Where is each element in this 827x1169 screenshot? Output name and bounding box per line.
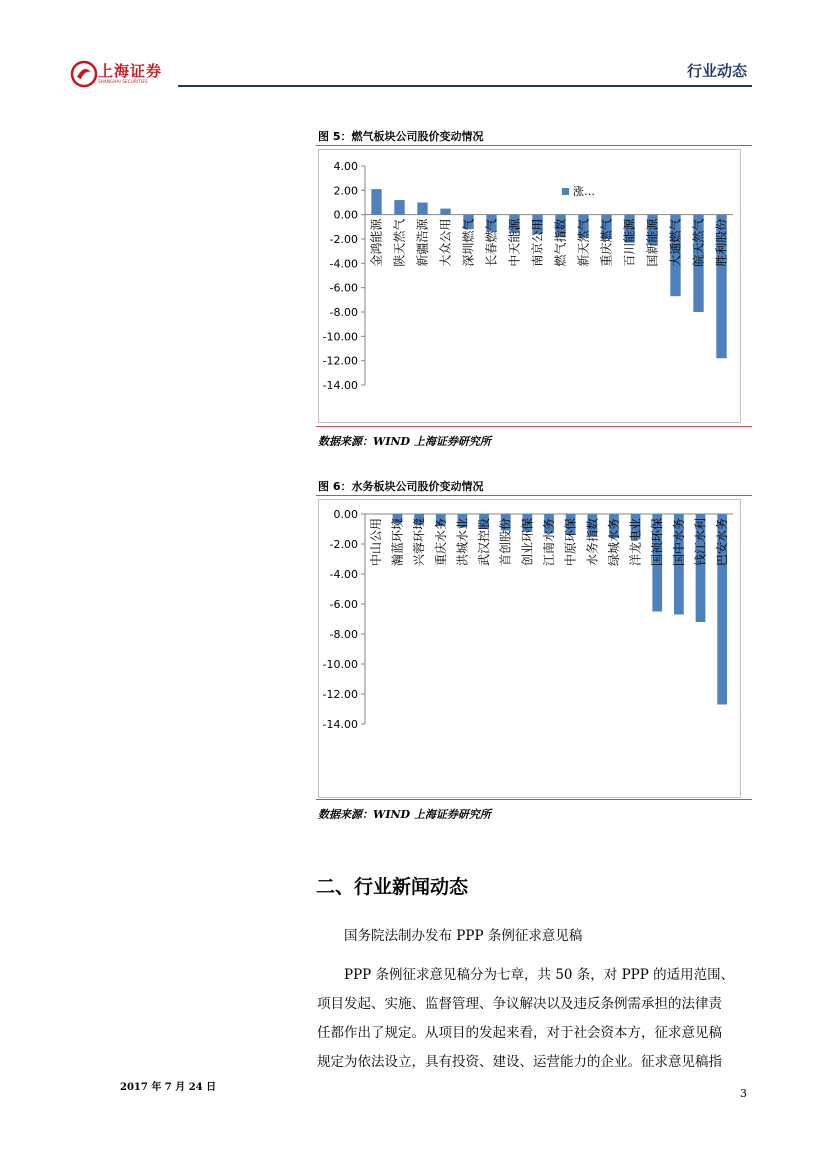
x-category-label: 国中水务	[671, 518, 686, 567]
x-category-label: 大通燃气	[668, 218, 683, 267]
y-tick-label: 0.00	[333, 208, 358, 222]
bar	[371, 189, 381, 215]
y-tick-label: -10.00	[322, 658, 358, 671]
bar	[417, 203, 427, 215]
header-divider	[178, 85, 752, 87]
x-category-label: 新天然气	[576, 218, 591, 267]
x-category-label: 百川能源	[622, 218, 637, 267]
x-category-label: 南京公用	[530, 218, 545, 267]
x-category-label: 洋龙电业	[628, 518, 643, 567]
y-tick-label: -8.00	[329, 306, 358, 319]
x-category-label: 洪城水业	[455, 518, 470, 567]
paragraph-line-2: 项目发起、实施、监督管理、争议解决以及违反条例需承担的法律责	[317, 996, 722, 1012]
figure-6-bottom-rule	[316, 799, 752, 800]
legend-label: 涨…	[573, 185, 595, 198]
x-category-label: 陕天然气	[392, 218, 407, 267]
x-category-label: 深圳燃气	[461, 218, 476, 267]
bar	[394, 200, 404, 215]
page-number: 3	[740, 1087, 747, 1100]
y-tick-label: -14.00	[322, 379, 358, 392]
x-category-label: 水务指数	[585, 518, 600, 567]
y-tick-label: -12.00	[322, 688, 358, 701]
x-category-label: 大众公用	[438, 218, 453, 267]
header-category: 行业动态	[686, 62, 747, 80]
x-category-label: 绿城水务	[606, 518, 621, 567]
x-category-label: 新疆浩源	[415, 218, 430, 267]
paragraph-line-1: PPP 条例征求意见稿分为七章，共 50 条，对 PPP 的适用范围、	[344, 967, 735, 983]
figure-5-title: 图 5：燃气板块公司股价变动情况	[318, 130, 484, 143]
y-tick-label: -6.00	[329, 281, 358, 295]
y-tick-label: -12.00	[322, 354, 358, 368]
paragraph-line-3: 任都作出了规定。从项目的发起来看，对于社会资本方，征求意见稿	[317, 1025, 722, 1041]
y-tick-label: -4.00	[329, 568, 358, 581]
figure-6-title: 图 6：水务板块公司股价变动情况	[318, 480, 484, 493]
x-category-label: 巴安水务	[715, 518, 730, 567]
y-tick-label: -2.00	[329, 233, 358, 246]
figure-6-top-rule	[316, 495, 752, 496]
y-tick-label: -4.00	[329, 257, 358, 271]
y-tick-label: -6.00	[329, 598, 358, 611]
figure-5-top-rule	[316, 145, 752, 146]
figure-5-source: 数据来源：WIND 上海证券研究所	[318, 435, 491, 448]
y-tick-label: 2.00	[333, 184, 358, 198]
x-category-label: 江南水务	[542, 518, 556, 567]
figure-5-chart	[318, 149, 741, 423]
x-category-label: 中原环保	[563, 518, 578, 567]
logo-emblem-icon	[70, 60, 98, 88]
figure-5-bottom-rule	[316, 426, 752, 427]
x-category-label: 国祯环保	[650, 518, 665, 567]
x-category-label: 金鸿能源	[369, 218, 384, 267]
figure-6-chart	[318, 499, 741, 798]
y-tick-label: 0.00	[333, 508, 358, 521]
logo-text: 上海证券	[98, 62, 163, 80]
y-tick-label: -8.00	[329, 628, 358, 641]
bar	[440, 209, 450, 215]
y-tick-label: 4.00	[333, 160, 358, 173]
paragraph-line-4: 规定为依法设立，具有投资、建设、运营能力的企业。征求意见稿指	[317, 1054, 722, 1070]
x-category-label: 皖天然气	[691, 218, 706, 267]
y-tick-label: -2.00	[329, 538, 358, 551]
news-headline: 国务院法制办发布 PPP 条例征求意见稿	[344, 928, 583, 944]
x-category-label: 重庆燃气	[599, 218, 614, 267]
x-category-label: 武汉控股	[477, 518, 492, 567]
x-category-label: 重庆水务	[433, 518, 448, 567]
figure-6-source: 数据来源：WIND 上海证券研究所	[318, 808, 491, 821]
footer-date: 2017 年 7 月 24 日	[120, 1082, 217, 1093]
x-category-label: 国新能源	[645, 218, 660, 267]
section-title: 二、行业新闻动态	[316, 876, 469, 898]
x-category-label: 兴蓉环境	[412, 518, 427, 567]
x-category-label: 首创股份	[498, 518, 513, 567]
logo-subtext: SHANGHAI SECURITIES	[98, 79, 148, 84]
x-category-label: 中山公用	[368, 518, 383, 567]
x-category-label: 创业环保	[520, 518, 535, 567]
y-tick-label: -14.00	[322, 718, 358, 731]
y-tick-label: -10.00	[322, 330, 358, 344]
x-category-label: 瀚蓝环境	[390, 518, 405, 567]
x-category-label: 中天能源	[507, 218, 522, 267]
legend-swatch	[562, 188, 569, 195]
x-category-label: 钱江水利	[693, 518, 708, 567]
x-category-label: 胜利股份	[714, 218, 729, 267]
x-category-label: 燃气指数	[553, 218, 568, 267]
x-category-label: 长春燃气	[484, 218, 499, 267]
